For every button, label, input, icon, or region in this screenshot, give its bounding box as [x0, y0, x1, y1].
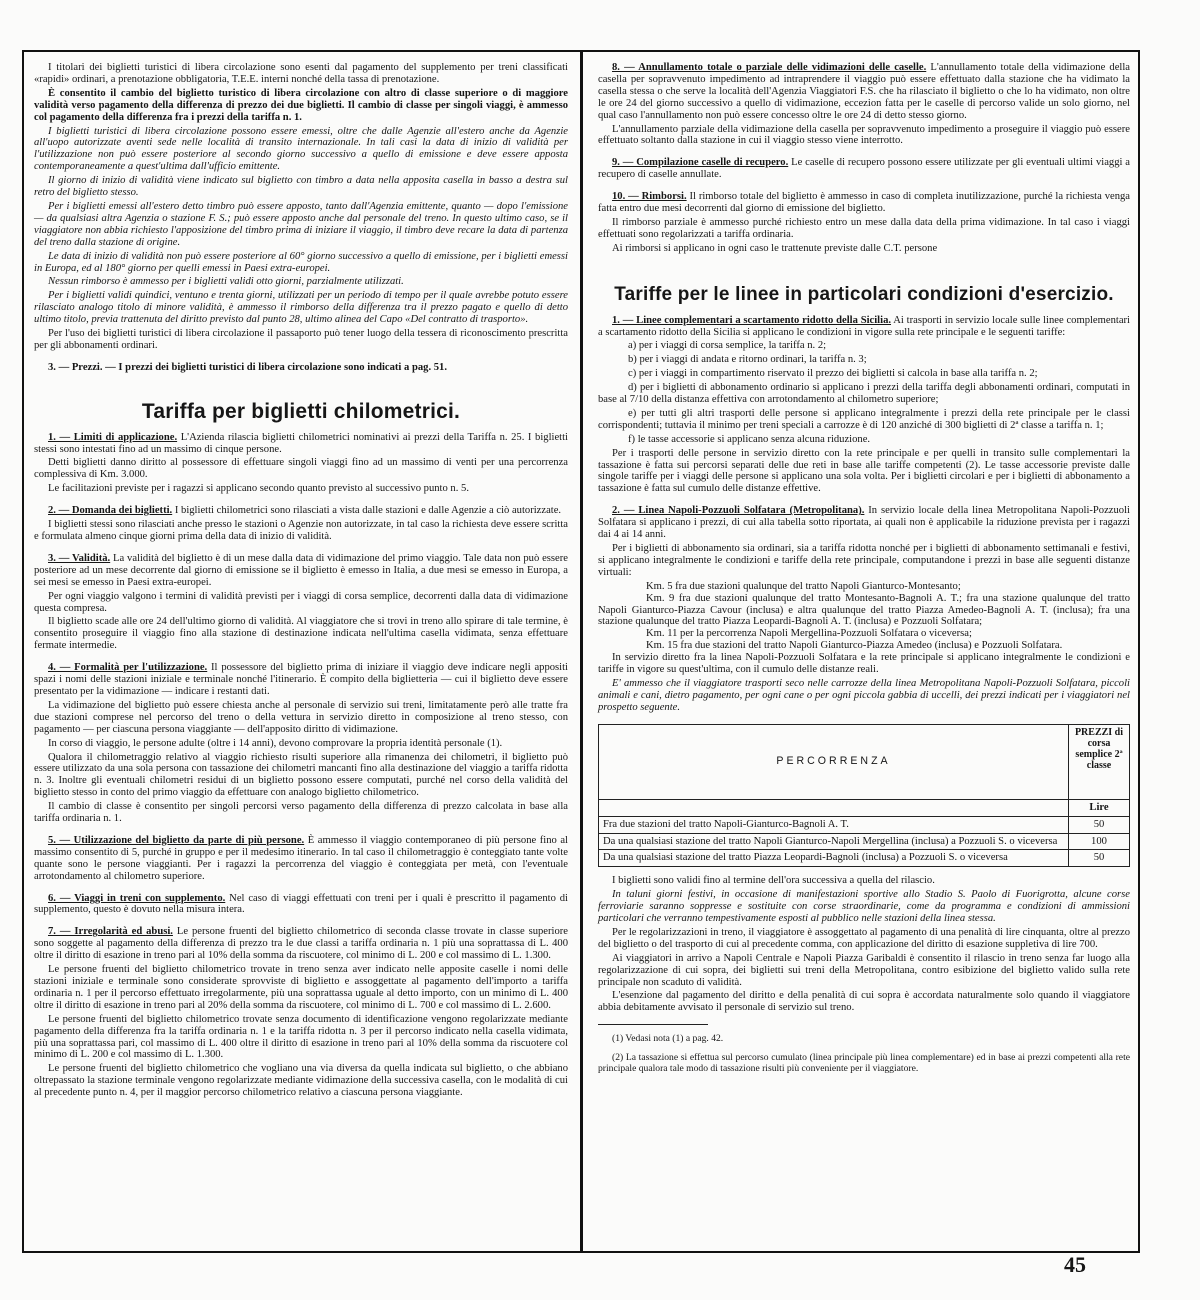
paragraph: L'Azienda rilascia biglietti chilometrici nominativi ai prezzi della Tariffa n. 25. I biglietti stessi sono intestati fino ad un massimo di cinque persone. [34, 431, 568, 455]
paragraph: Il rimborso parziale è ammesso purché richiesto entro un mese dalla data della prima vidimazione. In tal caso i viaggi effettuati sono regolarizzati a tariffa ordinaria. [598, 216, 1130, 240]
price-cell: 50 [1069, 816, 1130, 833]
paragraph: Per i biglietti di abbonamento sia ordinari, sia a tariffa ridotta nonché per i biglietti di abbonamento settimanali e festivi, si applicano integralmente le condizioni e tariffe della rete principale, computandone i prezzi in base alle seguenti distanze virtuali: [598, 543, 1130, 578]
paragraph: I biglietti sono validi fino al termine dell'ora successiva a quella del rilascio. [612, 875, 935, 887]
section-heading: 8. — Annullamento totale o parziale delle vidimazioni delle caselle. [612, 62, 927, 73]
list-item: e) per tutti gli altri trasporti delle persone si applicano integralmente i prezzi della rete principale per le classi corrispondenti; tuttavia il minimo per treni speciali a carrozze è di 120 anziché di 300 biglietti di 2ª classe a tariffa n. 1; [598, 407, 1130, 431]
table-header-prezzi: PREZZI di corsa semplice 2ª classe [1069, 724, 1130, 799]
route-cell: Da una qualsiasi stazione del tratto Piazza Leopardi-Bagnoli (inclusa) a Pozzuoli S. o viceversa [599, 850, 1069, 867]
paragraph: L'esenzione dal pagamento del diritto e della penalità di cui sopra è accordata naturalmente solo quando il viaggiatore abbia debitamente avvisato il personale di servizio sul treno. [598, 990, 1130, 1014]
paragraph: L'annullamento parziale della vidimazione della casella per sopravvenuto impedimento a proseguire il viaggio può essere effettuato soltanto dalla stazione in cui il viaggio stesso viene interrotto. [598, 123, 1130, 147]
section-heading: 2. — Linea Napoli-Pozzuoli Solfatara (Metropolitana). [612, 505, 865, 517]
paragraph: Le facilitazioni previste per i ragazzi si applicano secondo quanto previsto al successivo punto n. 5. [48, 483, 469, 495]
table-row [599, 850, 1130, 867]
paragraph: Le persone fruenti del biglietto chilometrico trovate in treno senza aver indicato nelle apposite caselle i nomi delle stazioni iniziale e terminale sono considerate sprovviste di biglietto e assoggettate al pagamento dell'importo a tariffa ordinaria n. 1 per il percorso effettuato irregolarmente, più una soprattassa uguale al detto importo, con un minimo di L. 400 oltre il diritto di esazione in treno pari al 20% della somma da riscuotere, col minimo di L. 700 e col massimo di L. 2.600. [34, 964, 568, 1011]
paragraph: Il possessore del biglietto prima di iniziare il viaggio deve indicare negli appositi spazi i nomi delle stazioni iniziale e terminale nonché l'itinerario. È compito della biglietteria — cui il biglietto deve essere presentato per la vidimazione — indicare i restanti dati. [34, 662, 569, 697]
paragraph: Qualora il chilometraggio relativo al viaggio richiesto risulti superiore alla rimanenza dei chilometri, il biglietto può essere utilizzato da una sola persona con tassazione dei chilometri mancanti fino alla destinazione del viaggio a tariffa ridotta n. 3. Inoltre gli eventuali chilometri residui di un biglietto possono essere computati, purché nel corso della validità del biglietto stesso in conto del primo viaggio da effettuare con analogo biglietto chilometrico. [34, 751, 568, 799]
distance-item: Km. 15 fra due stazioni del tratto Napoli Gianturco-Piazza Amedeo (inclusa) e Pozzuoli Solfatara. [646, 640, 1063, 652]
section-heading: 10. — Rimborsi. [612, 191, 687, 203]
paragraph: Il biglietto scade alle ore 24 dell'ultimo giorno di validità. Al viaggiatore che si trovi in treno allo spirare di tale termine, è consentito proseguire il viaggio fino alla stazione di destinazione indicata nell'ultima casella vidimata, senza effettuare fermate intermedie. [34, 616, 568, 652]
paragraph: Ai trasporti in servizio locale sulle linee complementari a scartamento ridotto della Sicilia si applicano le condizioni in vigore sulla rete principale e le seguenti tariffe: [598, 314, 1130, 338]
paragraph: Per i biglietti emessi all'estero detto timbro può essere apposto, tanto dall'Agenzia emittente, quanto — dopo l'emissione — da qualsiasi altra Agenzia o stazione F. S.; può essere apposto anche dal personale del treno. In questo ultimo caso, se il viaggiatore non abbia richiesto l'apposizione del timbro prima di iniziare il viaggio, il timbro deve recare la data di partenza del treno dalla stazione di origine. [34, 200, 568, 248]
list-item: c) per i viaggi in compartimento riservato il prezzo dei biglietti si calcola in base alla tariffa n. 2; [628, 368, 1038, 380]
paragraph: In servizio diretto fra la linea Napoli-Pozzuoli Solfatara e la rete principale si applicano integralmente le condizioni e tariffe in vigore su quest'ultima, con il cumulo delle distanze reali. [598, 652, 1130, 676]
paragraph: Le persone fruenti del biglietto chilometrico di seconda classe trovate in classe superiore sono soggette al pagamento della differenza di prezzo tra le due classi a tariffa ordinaria n. 1 più una soprattassa di L. 400 oltre il diritto di esazione in treno pari al 10% della somma da riscuotere, col minimo di L. 200 e col massimo di L. 1.300. [34, 926, 568, 962]
section-heading: 5. — Utilizzazione del biglietto da parte di più persone. [48, 834, 305, 846]
footnote: (1) Vedasi nota (1) a pag. 42. [612, 1033, 724, 1045]
section-title-chilometrici: Tariffa per biglietti chilometrici. [141, 399, 461, 423]
price-cell: 100 [1069, 833, 1130, 850]
section-heading: 1. — Limiti di applicazione. [48, 431, 178, 443]
table-header-percorrenza: PERCORRENZA [599, 724, 1069, 799]
column-divider [580, 50, 583, 1253]
paragraph: I biglietti turistici di libera circolazione possono essere emessi, oltre che dalle Agenzie all'estero anche da Agenzie all'uopo autorizzate aventi sede nelle località di transito internazionale. In tali casi la data di inizio di validità per l'utilizzazione non può essere posteriore al secondo giorno successivo a quello di emissione e deve essere apposta contemporaneamente a quest'ultima dall'ufficio emittente. [34, 125, 568, 173]
table-row [599, 833, 1130, 850]
paragraph: Per le regolarizzazioni in treno, il viaggiatore è assoggettato al pagamento di una penalità di lire cinquanta, oltre al prezzo del biglietto o del trasporto di cui al precedente comma, con applicazione del diritto di esazione suppletiva di lire 700. [598, 926, 1130, 950]
paragraph: Il cambio di classe è consentito per singoli percorsi verso pagamento della differenza di prezzo calcolata in base alla tariffa ordinaria n. 1. [34, 801, 568, 825]
paragraph: In servizio locale della linea Metropolitana Napoli-Pozzuoli Solfatara si applicano i prezzi, di cui alla tabella sotto riportata, ai quali non è applicabile la riduzione prevista per i ragazzi dai 4 ai 14 anni. [598, 505, 1130, 541]
footnote-rule [598, 1024, 708, 1025]
footnote: (2) La tassazione si effettua sul percorso cumulato (linea principale più linea complementare) ed in base ai prezzi competenti alla rete principale qualora tale modo di tassazione risulti più conveniente per il viaggiatore. [598, 1052, 1130, 1075]
section-heading: 7. — Irregolarità ed abusi. [48, 926, 173, 938]
paragraph: Ai viaggiatori in arrivo a Napoli Centrale e Napoli Piazza Garibaldi è consentito il rilascio in treno senza far luogo alla regolarizzazione di cui sopra, dei biglietti sui treni della Metropolitana, contro esibizione del biglietto valido sulla rete principale non scaduto di validità. [598, 952, 1130, 988]
list-item: a) per i viaggi di corsa semplice, la tariffa n. 2; [628, 340, 827, 352]
paragraph: Il giorno di inizio di validità viene indicato sul biglietto con timbro a data nella apposita casella in basso a destra sul retro del biglietto stesso. [34, 175, 568, 199]
section-heading: 1. — Linee complementari a scartamento ridotto della Sicilia. [612, 314, 892, 326]
route-cell: Fra due stazioni del tratto Napoli-Gianturco-Bagnoli A. T. [599, 816, 1069, 833]
section-heading: 3. — Validità. [48, 552, 111, 564]
distance-item: Km. 11 per la percorrenza Napoli Mergellina-Pozzuoli Solfatara o viceversa; [646, 628, 972, 640]
table-row [599, 816, 1130, 833]
price-cell: 50 [1069, 850, 1130, 867]
list-item: f) le tasse accessorie si applicano senza alcuna riduzione. [628, 433, 871, 445]
paragraph: L'annullamento totale della vidimazione della casella per sopravvenuto impedimento ad intraprendere il viaggio può essere effettuato dalla stazione che ha vidimato la casella stessa o che serve la località dell'Agenzia Viaggiatori F.S. che ha rilasciato il biglietto o che lo ha vidimato, non oltre le ore 24 del giorno successivo a quello di vidimazione, eccezion fatta per le caselle di percorso valide un solo giorno, nel qual caso l'annullamento non può essere concesso oltre le ore 24 di detto stesso giorno. [598, 62, 1130, 121]
paragraph: I titolari dei biglietti turistici di libera circolazione sono esenti dal pagamento del supplemento per treni classificati «rapidi» ordinari, a prenotazione obbligatoria, T.E.E. interni nonché della tassa di prenotazione. [34, 62, 568, 85]
list-item: b) per i viaggi di andata e ritorno ordinari, la tariffa n. 3; [628, 354, 867, 366]
section-title-linee: Tariffe per le linee in particolari condizioni d'esercizio. [614, 283, 1114, 305]
paragraph: Le caselle di recupero possono essere utilizzate per gli eventuali ultimi viaggi a recupero di caselle annullate. [598, 157, 1130, 181]
paragraph: Per ogni viaggio valgono i termini di validità previsti per i viaggi di corsa semplice, decorrenti dalla data di vidimazione questa compresa. [34, 590, 568, 614]
distance-item: Km. 5 fra due stazioni qualunque del tratto Napoli Gianturco-Montesanto; [646, 580, 961, 592]
paragraph: Per l'uso dei biglietti turistici di libera circolazione il passaporto può tener luogo della tessera di riconoscimento prescritta per gli abbonamenti ordinari. [34, 328, 568, 351]
section-heading: 6. — Viaggi in treni con supplemento. [48, 892, 226, 904]
paragraph: Nessun rimborso è ammesso per i biglietti validi otto giorni, parzialmente utilizzati. [48, 276, 404, 288]
paragraph: I biglietti chilometrici sono rilasciati a vista dalle stazioni e dalle Agenzie a ciò autorizzate. [174, 505, 562, 517]
paragraph: Per i trasporti delle persone in servizio diretto con la rete principale e per quelli in transito sulle complementari la tassazione è fatta sui percorsi separati delle due reti in base alle tariffe competenti (2). Le tasse accessorie previste dalle singole tariffe per i viaggi delle persone si applicano una sola volta. Per i biglietti circolari e per i biglietti di abbonamento a tassazione è fatta sul cumulo delle distanze effettive. [598, 447, 1130, 495]
route-cell: Da una qualsiasi stazione del tratto Napoli Gianturco-Napoli Mergellina (inclusa) a Pozzuoli S. o viceversa [599, 833, 1069, 850]
list-item: d) per i biglietti di abbonamento ordinario si applicano i prezzi della tariffa degli abbonamenti ordinari, computati in base al 7/10 della distanza effettiva con arrotondamento al chilometro superiore; [598, 382, 1130, 406]
left-column [24, 50, 578, 1250]
table-unit: Lire [1069, 799, 1130, 816]
paragraph: La vidimazione del biglietto può essere chiesta anche al personale di servizio sui treni, limitatamente però alle tratte fra due stazioni comprese nel percorso del treno o della vettura in servizio diretto in composizione al treno stesso, con pagamento — per ciascuna persona viaggiante — dell'apposito diritto di vidimazione. [34, 699, 568, 735]
paragraph: Le persone fruenti del biglietto chilometrico trovate senza documento di identificazione vengono regolarizzate mediante pagamento della differenza fra la tariffa ordinaria n. 1 e la tariffa ridotta n. 3 per il percorso indicato nella casella vidimata, più una soprattassa pari, col massimo di L. 400 oltre il diritto di esazione in treno pari al 10% della somma da riscuotere col minimo di L. 200 e col massimo di L. 1.300. [34, 1013, 568, 1061]
paragraph: È consentito il cambio del biglietto turistico di libera circolazione con altro di classe superiore o di maggiore validità verso pagamento della differenza di prezzo dei due biglietti. Il cambio di classe per singoli viaggi, è ammesso col pagamento della differenza fra i prezzi della tariffa n. 1. [34, 87, 568, 123]
paragraph: Ai rimborsi si applicano in ogni caso le trattenute previste dalle C.T. persone [612, 242, 938, 254]
prezzi-paragraph: 3. — Prezzi. — I prezzi dei biglietti turistici di libera circolazione sono indicati a pag. 51. [48, 361, 447, 373]
paragraph: Detti biglietti danno diritto al possessore di effettuare singoli viaggi fino ad un massimo di venti per una percorrenza complessiva di Km. 3.000. [34, 457, 568, 481]
paragraph: Per i biglietti validi quindici, ventuno e trenta giorni, utilizzati per un periodo di tempo per il quale avrebbe potuto essere rilasciato analogo titolo di minore validità, è ammesso il rimborso della differenza tra il prezzo pagato e quello di detto ultimo titolo, previa trattenuta del diritto previsto dal punto 28, ultimo alinea del Capo «Del contratto di trasporto». [34, 290, 568, 326]
distance-item: Km. 9 fra due stazioni qualunque del tratto Montesanto-Bagnoli A. T.; fra una stazione qualunque del tratto Napoli Gianturco-Piazza Cavour (inclusa) e altra qualunque del tratto Piazza Amedeo-Bagnoli A. T. (inclusa); fra una stazione qualunque del tratto Piazza Leopardi-Bagnoli A. T. (inclusa) e Pozzuoli Solfatara; [598, 592, 1130, 628]
section-heading: 4. — Formalità per l'utilizzazione. [48, 662, 208, 674]
paragraph: I biglietti stessi sono rilasciati anche presso le stazioni o Agenzie non autorizzate, in tal caso la richiesta deve essere scritta e formulata almeno cinque giorni prima della data di inizio di validità. [34, 519, 568, 542]
paragraph: La validità del biglietto è di un mese dalla data di vidimazione del primo viaggio. Tale data non può essere posteriore ad un mese decorrente dal giorno di emissione se il biglietto è emesso in Italia, a due mesi se emesso in Europa, a sei mesi se emesso in Paesi extra-europei. [34, 552, 568, 588]
section-heading: 9. — Compilazione caselle di recupero. [612, 157, 789, 169]
paragraph: Nel caso di viaggi effettuati con treni per i quali è prescritto il pagamento di supplemento, questo è dovuto nella misura intera. [34, 892, 568, 916]
right-column [588, 50, 1140, 1250]
price-table [598, 724, 1130, 868]
paragraph: E' ammesso che il viaggiatore trasporti seco nelle carrozze della linea Metropolitana Napoli-Pozzuoli Solfatara, piccoli animali e cani, dietro pagamento, per ogni cane o per ogni piccola gabbia di uccelli, dei prezzi indicati per i viaggiatori nel prospetto seguente. [598, 677, 1130, 713]
section-heading: 2. — Domanda dei biglietti. [48, 505, 173, 517]
paragraph: Il rimborso totale del biglietto è ammesso in caso di completa inutilizzazione, purché la richiesta venga fatta entro due mesi decorrenti dal giorno di emissione del biglietto. [598, 191, 1130, 215]
page-number: 45 [1064, 1252, 1086, 1277]
paragraph: Le data di inizio di validità non può essere posteriore al 60° giorno successivo a quello di emissione, per i biglietti emessi in Europa, ed al 180° giorno per quelli emessi in Paesi extra-europei. [34, 250, 568, 274]
paragraph: In taluni giorni festivi, in occasione di manifestazioni sportive allo Stadio S. Paolo di Fuorigrotta, alcune corse ferroviarie saranno soppresse e sostituite con corse straordinarie, come da programma e condizioni di ammissioni particolari che verranno tempestivamente esposti al pubblico nelle stazioni della linea stessa. [598, 889, 1130, 925]
paragraph: È ammesso il viaggio contemporaneo di più persone fino al massimo consentito di 5, purché in gruppo e per il medesimo itinerario. In tal caso il chilometraggio è conteggiato tante volte quante sono le persone viaggianti. Per i ragazzi la percorrenza del viaggio è conteggiata per metà, con l'eventuale arrotondamento al chilometro superiore. [34, 834, 568, 882]
paragraph: Le persone fruenti del biglietto chilometrico che vogliano una via diversa da quella indicata sul biglietto, o che abbiano oltrepassato la stazione terminale vengono regolarizzate mediante vidimazione della successiva casella, con le modalità di cui al precedente punto n. 4, per il maggior percorso chilometrico relativo a ciascuna persona viaggiante. [34, 1063, 568, 1099]
paragraph: In corso di viaggio, le persone adulte (oltre i 14 anni), devono comprovare la propria identità personale (1). [48, 737, 503, 749]
